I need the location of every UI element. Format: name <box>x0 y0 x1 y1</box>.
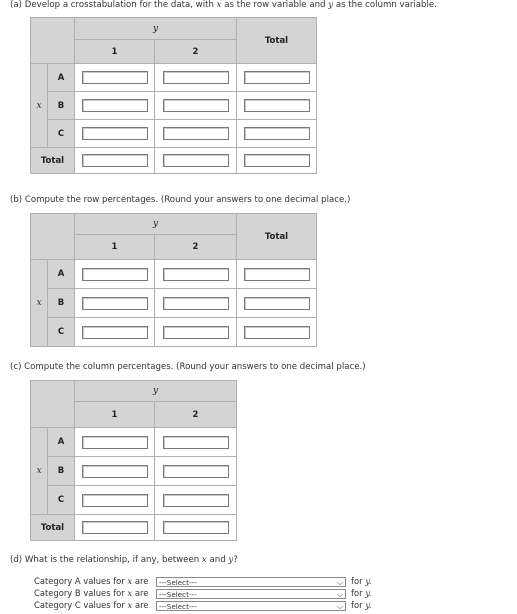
corner-cell <box>31 18 75 64</box>
input-colpct-b-1[interactable] <box>82 465 148 478</box>
input-a-2[interactable] <box>163 71 229 84</box>
for-label: for <box>351 600 363 610</box>
y-var: y <box>328 0 334 10</box>
relationship-label: Category C values for <box>34 600 125 610</box>
corner-cell <box>31 214 75 260</box>
row-header-total: Total <box>31 515 75 541</box>
input-colpct-b-2[interactable] <box>163 465 229 478</box>
relationship-select-b[interactable] <box>156 589 346 599</box>
row-header-a: A <box>48 64 75 92</box>
y-header: y <box>75 18 237 40</box>
input-rowpct-b-1[interactable] <box>82 297 148 310</box>
y-var: y. <box>365 600 372 610</box>
relationship-row-a <box>34 576 148 586</box>
input-rowpct-c-total[interactable] <box>244 326 310 339</box>
row-header-b: B <box>48 457 75 486</box>
question-a <box>10 0 437 10</box>
input-a-1[interactable] <box>82 71 148 84</box>
row-header-b: B <box>48 92 75 120</box>
input-total-2[interactable] <box>163 154 229 167</box>
are-label: are <box>134 600 149 610</box>
x-var: x <box>127 576 133 586</box>
question-a-text-mid: as the row variable and <box>224 0 326 10</box>
input-rowpct-b-total[interactable] <box>244 297 310 310</box>
relationship-row-b <box>34 588 148 598</box>
input-rowpct-c-2[interactable] <box>163 326 229 339</box>
y-header: y <box>75 381 237 402</box>
question-c: (c) Compute the column percentages. (Round your answers to one decimal place.) <box>10 362 366 372</box>
x-var: x <box>127 588 133 598</box>
input-colpct-a-1[interactable] <box>82 436 148 449</box>
question-d-end: ? <box>233 555 238 565</box>
input-c-2[interactable] <box>163 127 229 140</box>
input-total-1[interactable] <box>82 154 148 167</box>
question-a-text: (a) Develop a crosstabulation for the data, with <box>10 0 214 10</box>
chevron-down-icon: ⌵ <box>336 590 343 599</box>
input-colpct-c-2[interactable] <box>163 494 229 507</box>
chevron-down-icon: ⌵ <box>336 602 343 611</box>
input-c-1[interactable] <box>82 127 148 140</box>
y-var: y <box>228 555 234 565</box>
input-rowpct-b-2[interactable] <box>163 297 229 310</box>
col-header-1: 1 <box>75 402 155 428</box>
input-b-total[interactable] <box>244 99 310 112</box>
input-rowpct-a-total[interactable] <box>244 268 310 281</box>
y-var: y. <box>365 576 372 586</box>
input-b-1[interactable] <box>82 99 148 112</box>
input-colpct-total-2[interactable] <box>163 521 229 534</box>
x-var: x <box>216 0 222 10</box>
corner-cell <box>31 381 75 428</box>
y-var: y. <box>365 588 372 598</box>
relationship-label: Category B values for <box>34 588 125 598</box>
input-rowpct-a-1[interactable] <box>82 268 148 281</box>
row-percent-table-b <box>30 213 317 347</box>
row-header-c: C <box>48 120 75 148</box>
row-header-c: C <box>48 486 75 515</box>
col-header-total: Total <box>237 214 317 260</box>
row-header-a: A <box>48 428 75 457</box>
row-header-c: C <box>48 318 75 347</box>
select-value: ---Select--- <box>159 578 197 587</box>
row-header-b: B <box>48 289 75 318</box>
col-header-2: 2 <box>155 402 237 428</box>
crosstab-table-a <box>30 17 317 174</box>
input-colpct-c-1[interactable] <box>82 494 148 507</box>
input-colpct-total-1[interactable] <box>82 521 148 534</box>
x-var: x <box>127 600 133 610</box>
for-label: for <box>351 576 363 586</box>
col-header-1: 1 <box>75 40 155 64</box>
input-rowpct-c-1[interactable] <box>82 326 148 339</box>
input-c-total[interactable] <box>244 127 310 140</box>
x-row-label: x <box>31 428 48 515</box>
select-value: ---Select--- <box>159 590 197 599</box>
chevron-down-icon: ⌵ <box>336 578 343 587</box>
select-value: ---Select--- <box>159 602 197 611</box>
for-y-a <box>351 576 371 586</box>
relationship-row-c <box>34 600 148 610</box>
input-total-total[interactable] <box>244 154 310 167</box>
row-header-a: A <box>48 260 75 289</box>
relationship-select-a[interactable] <box>156 577 346 587</box>
question-d <box>10 555 238 565</box>
question-d-and: and <box>209 555 226 565</box>
relationship-label: Category A values for <box>34 576 125 586</box>
question-b: (b) Compute the row percentages. (Round your answers to one decimal place.) <box>10 195 351 205</box>
are-label: are <box>134 588 149 598</box>
y-header: y <box>75 214 237 235</box>
question-a-text-end: as the column variable. <box>335 0 437 10</box>
input-colpct-a-2[interactable] <box>163 436 229 449</box>
x-row-label: x <box>31 64 48 148</box>
for-y-b <box>351 588 371 598</box>
relationship-select-c[interactable] <box>156 601 346 611</box>
are-label: are <box>134 576 149 586</box>
x-var: x <box>201 555 207 565</box>
question-d-text: (d) What is the relationship, if any, between <box>10 555 200 565</box>
col-header-total: Total <box>237 18 317 64</box>
x-row-label: x <box>31 260 48 347</box>
col-header-2: 2 <box>155 235 237 260</box>
input-b-2[interactable] <box>163 99 229 112</box>
for-y-c <box>351 600 371 610</box>
col-header-1: 1 <box>75 235 155 260</box>
column-percent-table-c <box>30 380 237 541</box>
row-header-total: Total <box>31 148 75 174</box>
input-rowpct-a-2[interactable] <box>163 268 229 281</box>
input-a-total[interactable] <box>244 71 310 84</box>
col-header-2: 2 <box>155 40 237 64</box>
for-label: for <box>351 588 363 598</box>
